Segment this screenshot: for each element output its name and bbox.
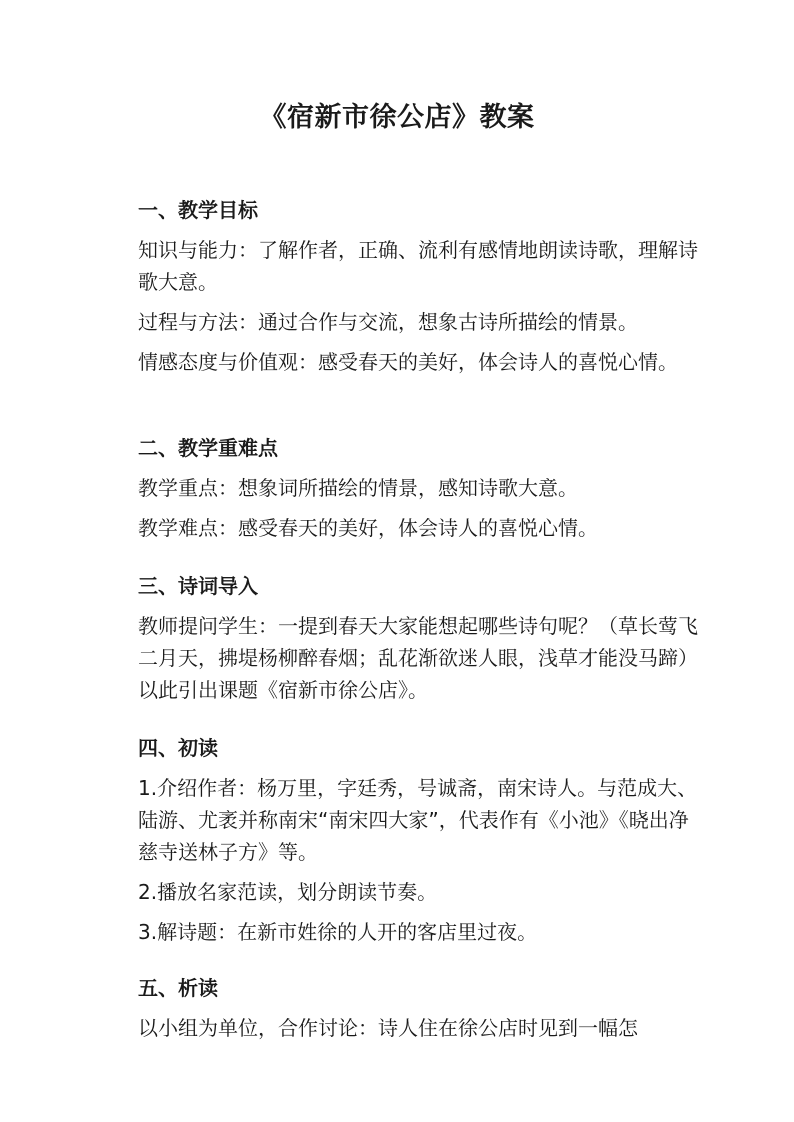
paragraph: 过程与方法：通过合作与交流，想象古诗所描绘的情景。 bbox=[138, 310, 638, 334]
paragraph: 1.介绍作者：杨万里，字廷秀，号诚斋，南宋诗人。与范成大、陆游、尤袤并称南宋“南宋四大家”，代表作有《小池》《晓出净慈寺送林子方》等。 bbox=[138, 776, 698, 864]
section-analysis-reading bbox=[138, 974, 708, 1044]
paragraph: 教学重点：想象词所描绘的情景，感知诗歌大意。 bbox=[138, 476, 578, 500]
document-title: 《宿新市徐公店》教案 bbox=[259, 102, 535, 133]
section-heading: 四、初读 bbox=[138, 736, 218, 760]
paragraph: 2.播放名家范读，划分朗读节奏。 bbox=[138, 880, 438, 904]
section-teaching-goals bbox=[138, 196, 708, 378]
section-heading: 五、析读 bbox=[138, 976, 218, 1000]
section-key-points bbox=[138, 434, 708, 544]
paragraph: 教学难点：感受春天的美好，体会诗人的喜悦心情。 bbox=[138, 516, 598, 540]
paragraph: 知识与能力：了解作者，正确、流利有感情地朗读诗歌，理解诗歌大意。 bbox=[138, 238, 698, 294]
paragraph: 以小组为单位，合作讨论：诗人住在徐公店时见到一幅怎 bbox=[138, 1016, 638, 1040]
section-heading: 二、教学重难点 bbox=[138, 436, 278, 460]
section-heading: 三、诗词导入 bbox=[138, 574, 258, 598]
section-heading: 一、教学目标 bbox=[138, 198, 258, 222]
paragraph: 教师提问学生：一提到春天大家能想起哪些诗句呢？（草长莺飞二月天，拂堤杨柳醉春烟；乱花渐欲迷人眼，浅草才能没马蹄）以此引出课题《宿新市徐公店》。 bbox=[138, 614, 698, 702]
paragraph: 3.解诗题：在新市姓徐的人开的客店里过夜。 bbox=[138, 920, 538, 944]
section-introduction bbox=[138, 572, 708, 706]
section-first-reading bbox=[138, 734, 708, 948]
paragraph: 情感态度与价值观：感受春天的美好，体会诗人的喜悦心情。 bbox=[138, 350, 678, 374]
